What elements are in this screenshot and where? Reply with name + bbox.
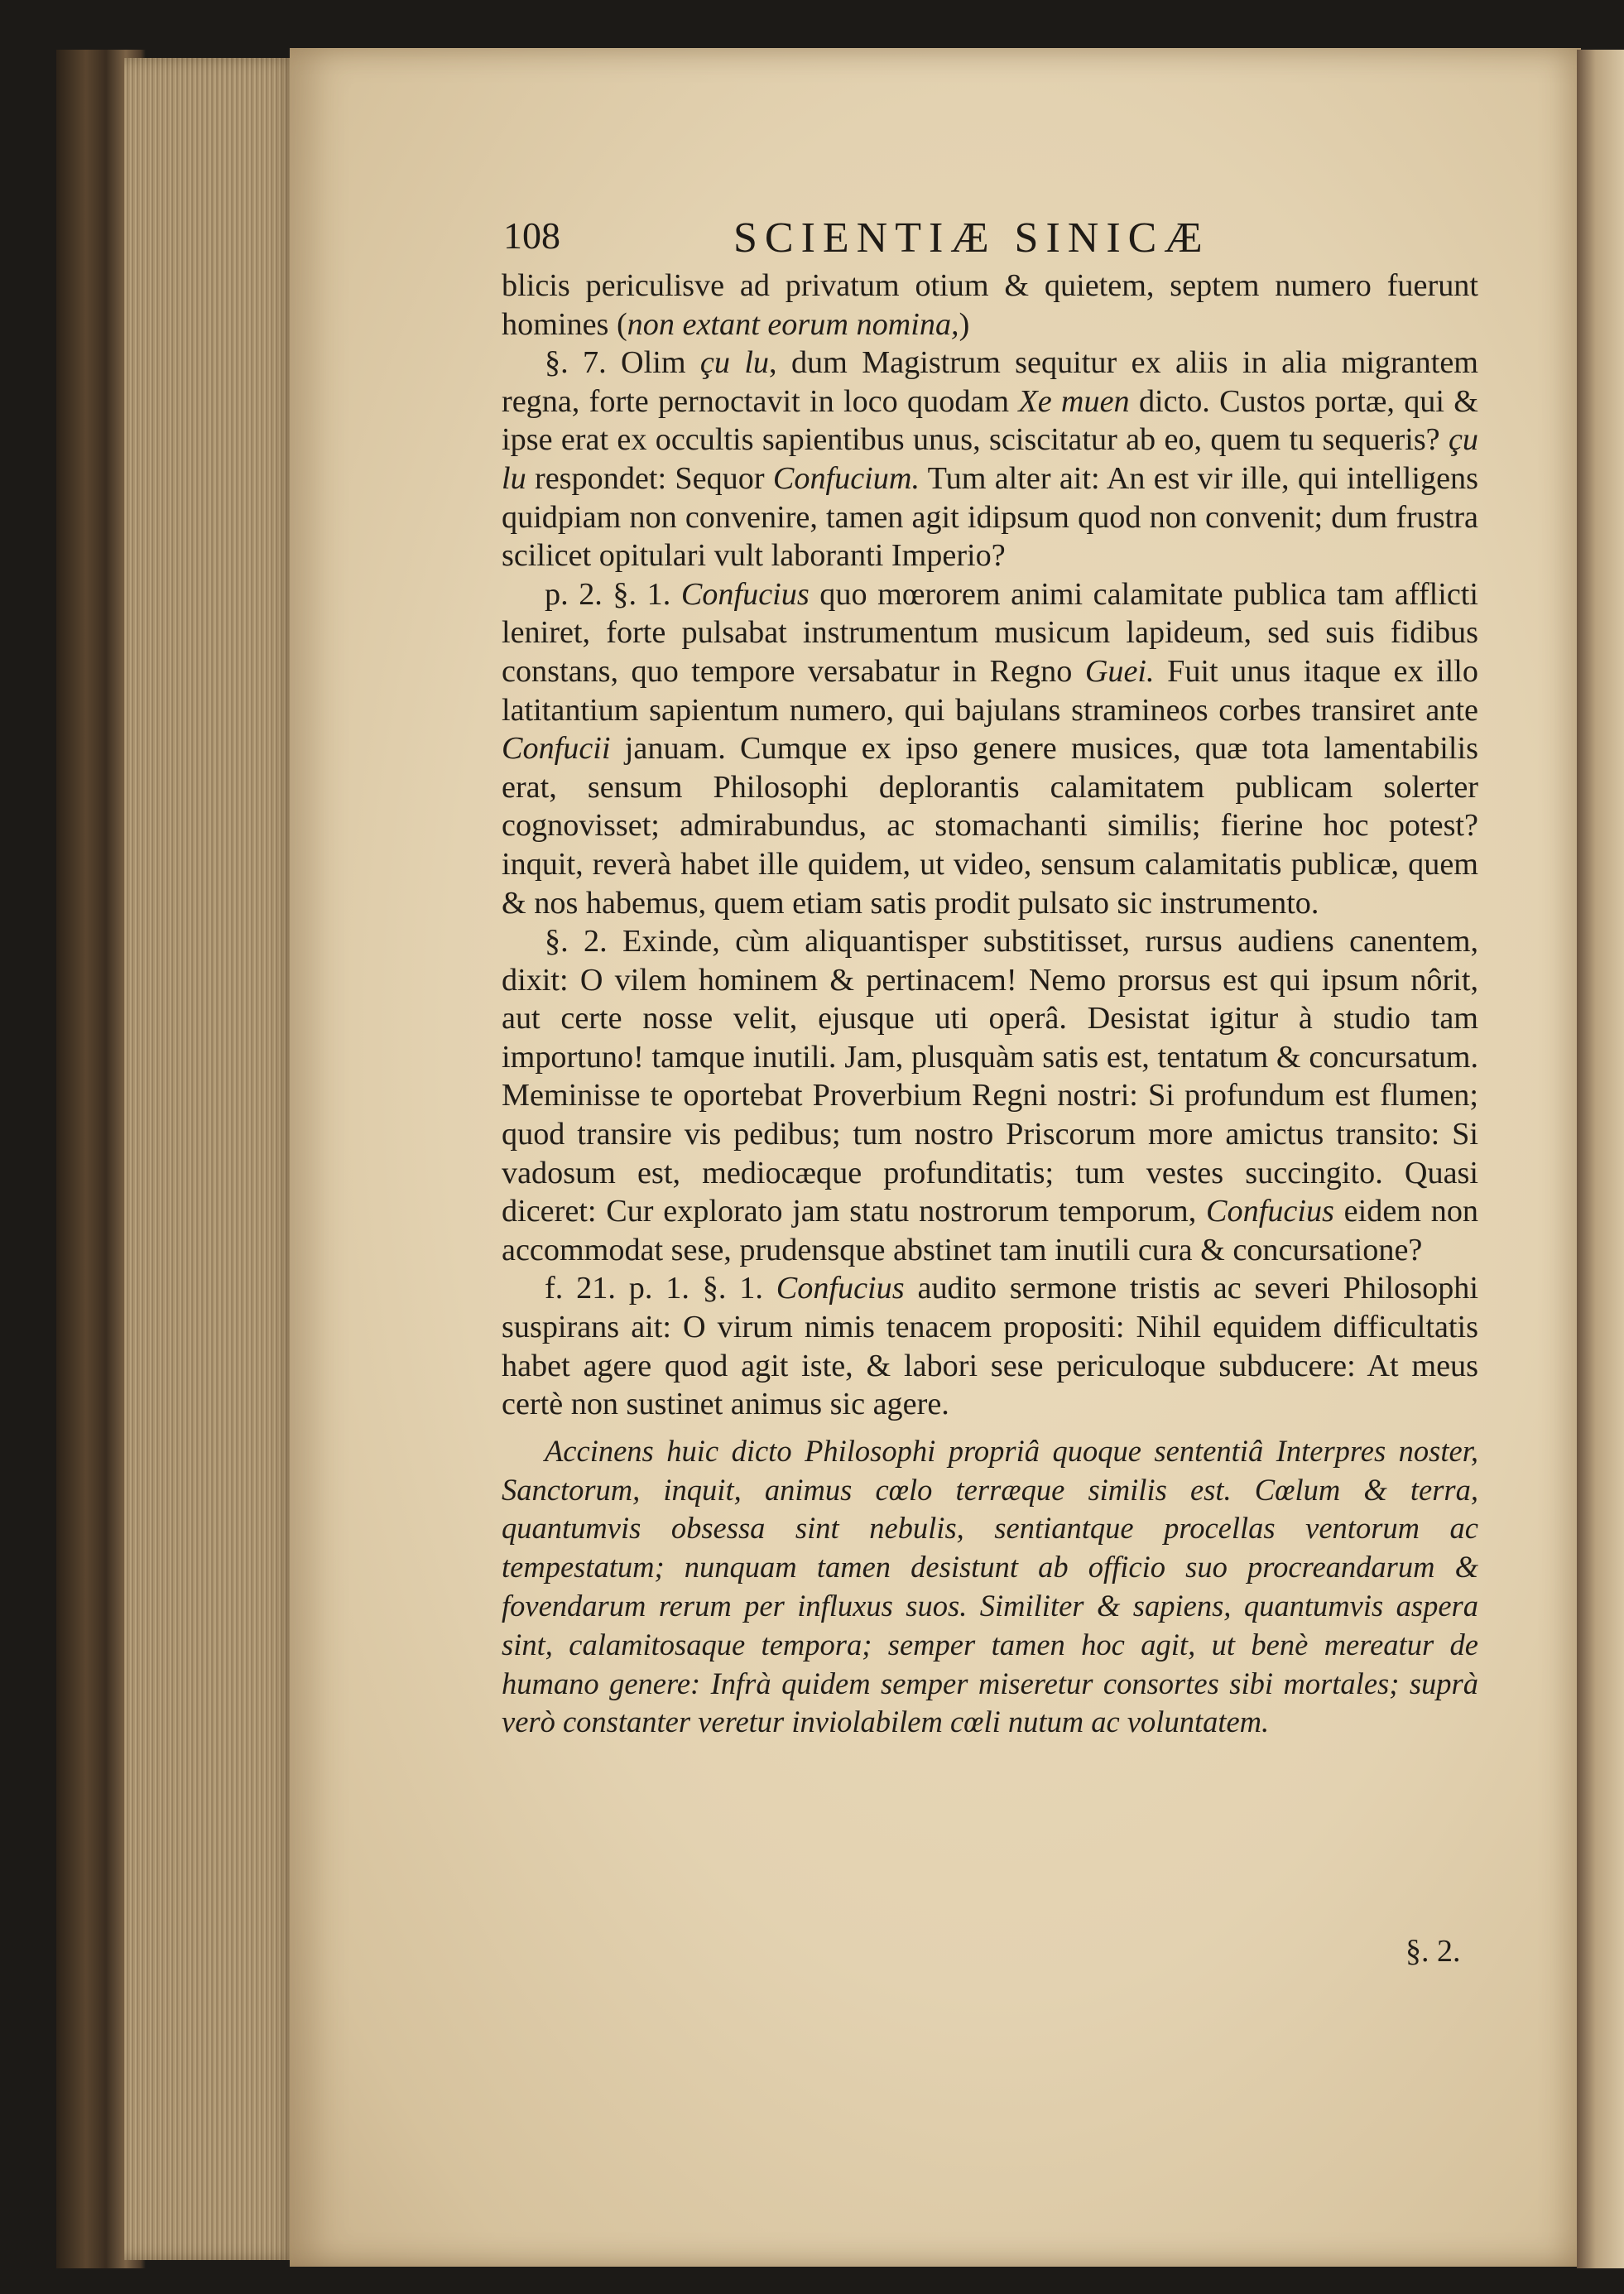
page-edges bbox=[124, 58, 298, 2260]
text-run: f. 21. p. 1. §. 1. bbox=[545, 1271, 776, 1306]
text-run: Fuit unus itaque ex illo latitantium sapientum numero, qui bajulans stramineos corbes transiret ante bbox=[502, 653, 1478, 728]
page-header bbox=[503, 214, 1473, 263]
page-number: 108 bbox=[503, 214, 560, 257]
italic-run: Confucii bbox=[502, 731, 611, 767]
italic-run: çu lu bbox=[502, 422, 1478, 496]
commentary-paragraph: Accinens huic dicto Philosophi propriâ quoque sententiâ Interpres noster, Sanctorum, inquit, animus cœlo terræque similis est. Cœlum & terra, quantumvis obsessa sint nebulis, sentiantque procellas ventorum ac tempestatum; nunquam tamen desistunt ab officio suo procreandarum & fovendarum rerum per influxus suos. Similiter & sapiens, quantumvis aspera sint, calamitosaque tempora; semper tamen hoc agit, ut benè mereatur de humano genere: Infrà quidem semper miseretur consortes sibi mortales; suprà verò constanter veretur inviolabilem cœli nutum ac voluntatem. bbox=[502, 1433, 1478, 1739]
text-run: respondet: Sequor bbox=[526, 460, 773, 496]
text-run: audito sermone tristis ac severi Philosophi suspirans ait: O virum nimis tenacem propositi: Nihil equidem difficultatis habet agere quod agit iste, & labori sese periculoque subducere: At meus certè non sustinet animus sic agere. bbox=[502, 1271, 1478, 1422]
italic-run: çu lu bbox=[699, 345, 770, 381]
paragraph-1 bbox=[502, 267, 1478, 344]
italic-run: non extant eorum nomina, bbox=[627, 306, 959, 342]
text-run: januam. Cumque ex ipso genere musices, quæ tota lamentabilis erat, sensum Philosophi deplorantis calamitatem publicam solerter cognovisset; admirabundus, ac stomachanti similis; fierine hoc potest? inquit, reverà habet ille quidem, ut video, sensum calamitatis publicæ, quem & nos habemus, quem etiam satis prodit pulsato sic instrumento. bbox=[502, 731, 1478, 921]
paragraph-2 bbox=[502, 344, 1478, 575]
italic-run: Confucius bbox=[776, 1271, 905, 1306]
paragraph-4 bbox=[502, 922, 1478, 1269]
text-run: Tum alter ait: An est vir ille, qui intelligens quidpiam non convenire, tamen agit idipsum quod non convenit; dum frustra scilicet opitulari vult laboranti Imperio? bbox=[502, 460, 1478, 574]
text-run: §. 7. Olim bbox=[545, 345, 700, 381]
text-run: §. 2. Exinde, cùm aliquantisper substitisset, rursus audiens canentem, dixit: O vilem hominem & pertinacem! Nemo prorsus est qui ipsum nôrit, aut certe nosse velit, ejusque uti operâ. Desistat igitur à studio tam importuno! tamque inutili. Jam, plusquàm satis est, tentatum & concursatum. Meminisse te oportebat Proverbium Regni nostri: Si profundum est flumen; quod transire vis pedibus; tum nostro Priscorum more amictus transito: Si vadosum est, mediocæque profunditatis; tum vestes succingito. Quasi diceret: Cur explorato jam statu nostrorum temporum, bbox=[502, 924, 1478, 1229]
text-block bbox=[502, 267, 1478, 1742]
text-run: quo mœrorem animi calamitate publica tam afflicti leniret, forte pulsabat instrumentum musicum lapideum, sed suis fidibus constans, quo tempore versabatur in Regno bbox=[502, 576, 1479, 689]
text-run: blicis periculisve ad privatum otium & quietem, septem numero fuerunt homines ( bbox=[502, 268, 1478, 342]
text-run: , dum Magistrum sequitur ex aliis in alia migrantem regna, forte pernoctavit in loco quodam bbox=[502, 345, 1478, 419]
italic-run: Xe muen bbox=[1018, 383, 1130, 419]
text-run: eidem non accommodat sese, prudensque abstinet tam inutili cura & concursatione? bbox=[502, 1194, 1479, 1267]
text-run: p. 2. §. 1. bbox=[545, 576, 681, 612]
text-run: ) bbox=[959, 306, 970, 342]
italic-run: Confucius bbox=[680, 576, 810, 612]
paragraph-5 bbox=[502, 1269, 1478, 1423]
running-title: SCIENTIÆ SINICÆ bbox=[733, 214, 1210, 262]
facing-page-edge bbox=[1577, 50, 1624, 2268]
italic-run: Guei. bbox=[1084, 653, 1155, 689]
catchword: §. 2. bbox=[1405, 1934, 1461, 1969]
text-run: dicto. Custos portæ, qui & ipse erat ex occultis sapientibus unus, sciscitatur ab eo, quem tu sequeris? bbox=[502, 383, 1478, 458]
italic-run: Confucium. bbox=[772, 460, 920, 496]
paragraph-3 bbox=[502, 575, 1478, 922]
italic-run: Confucius bbox=[1206, 1194, 1334, 1229]
